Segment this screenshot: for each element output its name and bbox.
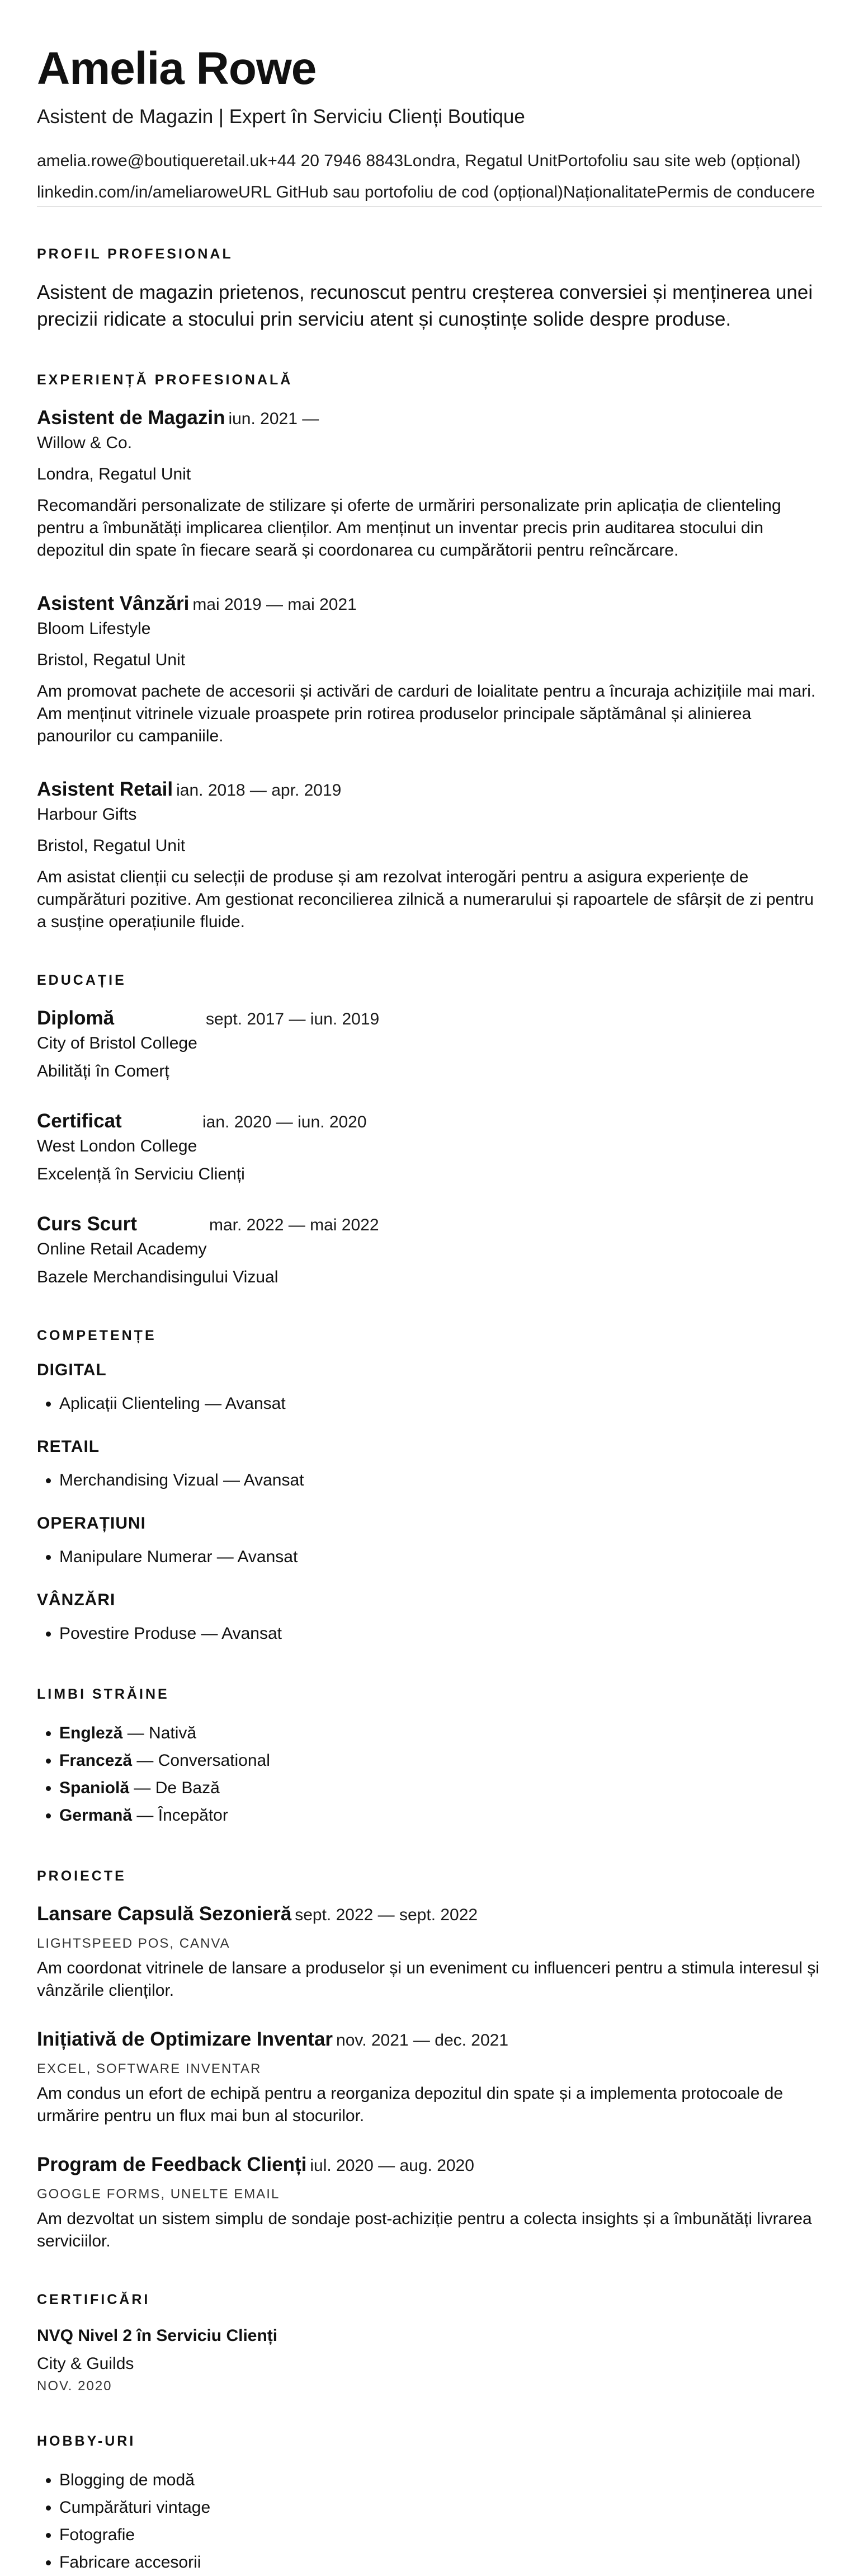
- skill-items: [37, 1543, 822, 1571]
- candidate-tagline: Asistent de Magazin | Expert în Serviciu Clienți Boutique: [37, 106, 525, 128]
- hobby-item: • Fotografie: [59, 2521, 822, 2549]
- experience-company: Willow & Co.: [37, 434, 133, 452]
- education-item: [37, 1108, 822, 1186]
- language-name: Engleză: [59, 1724, 123, 1742]
- experience-date: mai 2019 — mai 2021: [192, 595, 357, 614]
- contact-email[interactable]: amelia.rowe@boutiqueretail.uk: [37, 152, 268, 170]
- experience-description: Am promovat pachete de accesorii și activări de carduri de loialitate pentru a încuraja achizițiile mai mari. Am menținut vitrinele vizuale proaspete prin rotirea produselor principale săptămânal și alinierea panourilor cu campaniile.: [37, 682, 816, 745]
- certification-name: NVQ Nivel 2 în Serviciu Clienți: [37, 2326, 278, 2345]
- language-level: — De Bază: [129, 1779, 220, 1797]
- project-date: nov. 2021 — dec. 2021: [336, 2031, 509, 2049]
- certification-date: NOV. 2020: [37, 2378, 112, 2394]
- education-field: Abilități în Comerț: [37, 1062, 169, 1080]
- section-title-experience: EXPERIENȚĂ PROFESIONALĂ: [37, 372, 293, 388]
- education-school: City of Bristol College: [37, 1034, 197, 1052]
- hobby-list: [37, 2466, 822, 2576]
- project-description: Am condus un efort de echipă pentru a reorganiza depozitul din spate și a implementa protocoale de urmărire pentru un flux mai bun al stocurilor.: [37, 2084, 784, 2125]
- experience-role: Asistent Vânzări: [37, 593, 190, 614]
- education-school: Online Retail Academy: [37, 1240, 207, 1258]
- section-title-hobbies: HOBBY-URI: [37, 2433, 136, 2449]
- project-description: Am coordonat vitrinele de lansare a produselor și un eveniment cu influenceri pentru a stimula interesul și vânzările clienților.: [37, 1959, 820, 2000]
- project-name: Inițiativă de Optimizare Inventar: [37, 2028, 333, 2050]
- project-tech: LIGHTSPEED POS, CANVA: [37, 1936, 230, 1951]
- project-date: sept. 2022 — sept. 2022: [295, 1906, 478, 1924]
- contact-portfolio[interactable]: Portofoliu sau site web (opțional): [557, 152, 801, 170]
- contact-location: Londra, Regatul Unit: [403, 152, 558, 170]
- education-date: sept. 2017 — iun. 2019: [206, 1010, 380, 1028]
- education-date: ian. 2020 — iun. 2020: [202, 1113, 367, 1131]
- skill-items: [37, 1466, 822, 1494]
- project-list: [37, 1901, 822, 2253]
- skill-category-title: VÂNZĂRI: [37, 1591, 116, 1609]
- experience-company: Harbour Gifts: [37, 805, 137, 824]
- hobby-item: • Blogging de modă: [59, 2466, 822, 2494]
- language-name: Spaniolă: [59, 1779, 130, 1797]
- language-name: Franceză: [59, 1751, 133, 1770]
- project-description: Am dezvoltat un sistem simplu de sondaje post-achiziție pentru a colecta insights și a îmbunătăți livrarea serviciilor.: [37, 2210, 812, 2250]
- experience-item: [37, 777, 822, 933]
- contact-github[interactable]: URL GitHub sau portofoliu de cod (opțional): [238, 183, 564, 201]
- experience-role: Asistent Retail: [37, 778, 173, 800]
- contact-linkedin[interactable]: linkedin.com/in/ameliarowe: [37, 183, 239, 201]
- skill-item: • Manipulare Numerar — Avansat: [59, 1543, 822, 1571]
- language-level: — Începător: [132, 1806, 228, 1825]
- education-date: mar. 2022 — mai 2022: [209, 1216, 379, 1234]
- language-name: Germană: [59, 1806, 133, 1825]
- education-field: Excelență în Serviciu Clienți: [37, 1165, 245, 1183]
- project-item: [37, 1901, 822, 2002]
- experience-item: [37, 591, 822, 748]
- education-degree: Certificat: [37, 1110, 122, 1132]
- language-list: [37, 1719, 822, 1829]
- project-tech: EXCEL, SOFTWARE INVENTAR: [37, 2061, 262, 2076]
- experience-location: Bristol, Regatul Unit: [37, 836, 186, 855]
- experience-role: Asistent de Magazin: [37, 407, 225, 429]
- section-title-skills: COMPETENȚE: [37, 1328, 157, 1343]
- education-degree: Curs Scurt: [37, 1213, 137, 1235]
- project-item: [37, 2027, 822, 2127]
- language-item: [59, 1774, 822, 1802]
- profile-summary: Asistent de magazin prietenos, recunoscut pentru creșterea conversiei și menținerea unei precizii ridicate a stocului prin serviciu atent și cunoștințe solide despre produse.: [37, 281, 813, 330]
- experience-location: Londra, Regatul Unit: [37, 465, 191, 483]
- project-name: Program de Feedback Clienți: [37, 2154, 307, 2175]
- experience-date: ian. 2018 — apr. 2019: [176, 781, 342, 800]
- experience-date: iun. 2021 —: [228, 410, 319, 428]
- language-level: — Nativă: [122, 1724, 197, 1742]
- hobby-item: • Cumpărături vintage: [59, 2494, 822, 2521]
- section-title-certifications: CERTIFICĂRI: [37, 2292, 150, 2307]
- candidate-name: Amelia Rowe: [37, 43, 317, 94]
- contact-phone[interactable]: +44 20 7946 8843: [267, 152, 404, 170]
- project-date: iul. 2020 — aug. 2020: [310, 2156, 474, 2175]
- section-title-education: EDUCAȚIE: [37, 972, 126, 988]
- contact-nationality: Naționalitate: [563, 183, 657, 201]
- skill-category-title: RETAIL: [37, 1437, 100, 1456]
- certification-issuer: City & Guilds: [37, 2354, 134, 2373]
- certification-item: [37, 2325, 822, 2394]
- language-item: [59, 1747, 822, 1774]
- education-item: [37, 1005, 822, 1083]
- experience-description: Recomandări personalizate de stilizare și oferte de urmăriri personalizate prin aplicația de clienteling pentru a îmbunătăți implicarea clienților. Am menținut un inventar precis prin auditarea stocului din depozitul din spate în fiecare seară și coordonarea cu cumpărătorii pentru reîncărcare.: [37, 496, 781, 560]
- experience-item: [37, 405, 822, 562]
- language-item: [59, 1719, 822, 1747]
- section-title-profile: PROFIL PROFESIONAL: [37, 246, 233, 262]
- section-title-languages: LIMBI STRĂINE: [37, 1686, 169, 1702]
- project-name: Lansare Capsulă Sezonieră: [37, 1903, 292, 1925]
- education-list: [37, 1005, 822, 1289]
- skill-item: • Aplicații Clienteling — Avansat: [59, 1390, 822, 1417]
- skill-item: • Povestire Produse — Avansat: [59, 1620, 822, 1647]
- language-item: [59, 1802, 822, 1829]
- project-item: [37, 2152, 822, 2253]
- experience-location: Bristol, Regatul Unit: [37, 651, 186, 669]
- skill-category-title: DIGITAL: [37, 1361, 107, 1379]
- experience-list: [37, 405, 822, 933]
- skill-category-title: OPERAȚIUNI: [37, 1514, 147, 1533]
- hobby-item: • Fabricare accesorii: [59, 2549, 822, 2576]
- language-level: — Conversational: [132, 1751, 270, 1770]
- education-degree: Diplomă: [37, 1007, 115, 1029]
- skill-item: • Merchandising Vizual — Avansat: [59, 1466, 822, 1494]
- contact-row-primary: [37, 150, 822, 172]
- education-field: Bazele Merchandisingului Vizual: [37, 1268, 279, 1286]
- education-item: [37, 1211, 822, 1289]
- experience-description: Am asistat clienții cu selecții de produse și am rezolvat interogări pentru a asigura experiențe de cumpărături pozitive. Am gestionat reconcilierea zilnică a numerarului și rapoartele de sfârșit de zi pentru a susține operațiunile fluide.: [37, 868, 814, 931]
- section-title-projects: PROIECTE: [37, 1868, 126, 1884]
- education-school: West London College: [37, 1137, 197, 1155]
- contact-row-secondary: [37, 181, 822, 207]
- skills-list: [37, 1361, 822, 1647]
- skill-items: [37, 1390, 822, 1417]
- project-tech: GOOGLE FORMS, UNELTE EMAIL: [37, 2187, 280, 2202]
- contact-driving-license: Permis de conducere: [656, 183, 815, 201]
- experience-company: Bloom Lifestyle: [37, 619, 151, 638]
- skill-items: [37, 1620, 822, 1647]
